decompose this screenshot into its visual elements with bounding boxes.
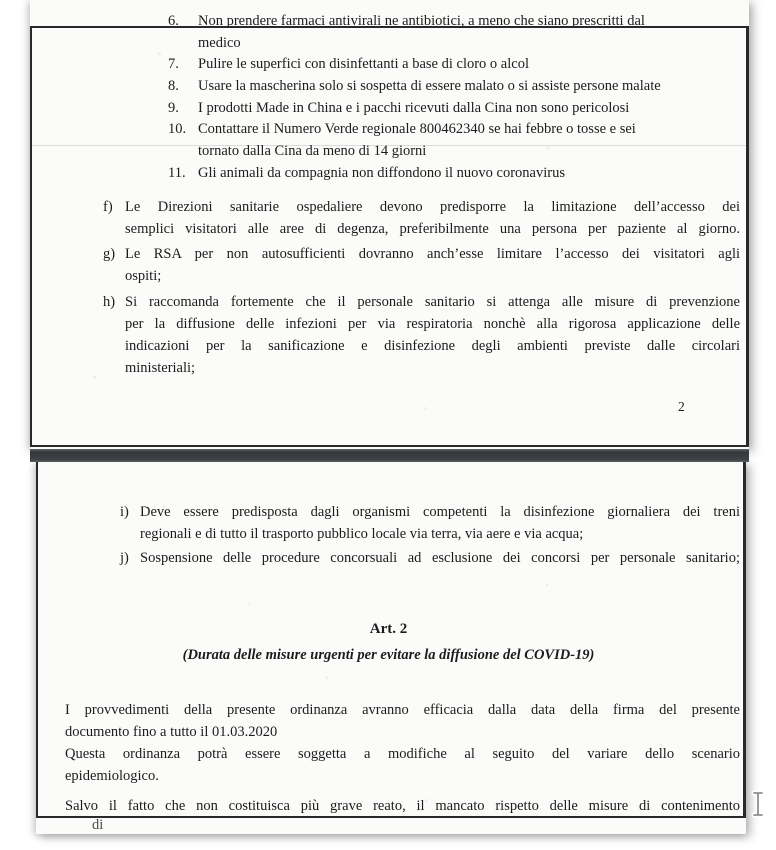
page-separator — [30, 449, 749, 462]
item-g-line: ospiti; — [125, 268, 162, 284]
list-text: Contattare il Numero Verde regionale 800462340 se hai febbre o tosse e sei — [198, 121, 636, 137]
list-text: Non prendere farmaci antivirali ne antibiotici, a meno che siano prescritti dal — [198, 13, 645, 29]
text-cursor-ibeam — [750, 790, 766, 823]
list-number: 10. — [168, 121, 187, 137]
item-h-line: indicazioni per la sanificazione e disinfezione degli ambienti previste dalle circolari — [125, 338, 740, 354]
item-j-letter: j) — [120, 550, 129, 566]
paragraph-line: documento fino a tutto il 01.03.2020 — [65, 724, 278, 740]
list-text: Pulire le superfici con disinfettanti a base di cloro o alcol — [198, 56, 529, 72]
list-item-8 — [168, 75, 661, 97]
list-number: 7. — [168, 56, 179, 72]
article-subtitle: (Durata delle misure urgenti per evitare la diffusione del COVID-19) — [182, 647, 595, 663]
list-item-7 — [168, 53, 529, 75]
item-i-line: regionali e di tutto il trasporto pubblico locale via terra, via aere e via acqua; — [140, 526, 584, 542]
item-f-letter: f) — [103, 199, 113, 215]
item-g-letter: g) — [103, 246, 116, 262]
paragraph-line: Questa ordinanza potrà essere soggetta a modifiche al seguito del variare dello scenario — [65, 746, 740, 762]
list-item-9 — [168, 97, 629, 119]
list-item-6 — [168, 10, 645, 32]
item-g-line: Le RSA per non autosufficienti dovranno anch’esse limitare l’accesso dei visitatori agli — [125, 246, 740, 262]
list-number: 11. — [168, 165, 186, 181]
page-number: 2 — [678, 399, 685, 414]
paragraph-line: Salvo il fatto che non costituisca più grave reato, il mancato rispetto delle misure di contenimento — [65, 798, 740, 814]
item-h-line: ministeriali; — [125, 360, 196, 376]
page-1[interactable] — [30, 0, 749, 449]
paragraph-line: epidemiologico. — [65, 768, 159, 784]
item-i-line: Deve essere predisposta dagli organismi competenti la disinfezione giornaliera dei treni — [140, 504, 740, 520]
list-number: 8. — [168, 78, 179, 94]
item-i-letter: i) — [120, 504, 129, 520]
page-2[interactable] — [36, 462, 746, 834]
item-j-line: Sospensione delle procedure concorsuali ad esclusione dei concorsi per personale sanitario; — [140, 550, 740, 566]
item-h-line: Si raccomanda fortemente che il personale sanitario si attenga alle misure di prevenzione — [125, 294, 740, 310]
item-h-letter: h) — [103, 294, 116, 310]
paragraph-line: I provvedimenti della presente ordinanza avranno efficacia dalla data della firma del presente — [65, 702, 740, 718]
list-item-11 — [168, 162, 565, 184]
item-h-line: per la diffusione delle infezioni per via respiratoria nonchè alla rigorosa applicazione delle — [125, 316, 740, 332]
list-text: I prodotti Made in China e i pacchi ricevuti dalla Cina non sono pericolosi — [198, 100, 630, 116]
item-f-line: semplici visitatori alle aree di degenza, preferibilmente una persona per paziente al giorno. — [125, 221, 740, 237]
list-number: 9. — [168, 100, 179, 116]
list-text: Gli animali da compagnia non diffondono il nuovo coronavirus — [198, 165, 565, 181]
list-text: Usare la mascherina solo si sospetta di essere malato o si assiste persone malate — [198, 78, 661, 94]
article-heading: Art. 2 — [369, 621, 408, 637]
list-item-6-cont: medico — [198, 35, 241, 51]
list-item-10 — [168, 118, 636, 140]
item-f-line: Le Direzioni sanitarie ospedaliere devono predisporre la limitazione dell’accesso dei — [125, 199, 740, 215]
list-item-10-cont: tornato dalla Cina da meno di 14 giorni — [198, 143, 427, 159]
list-number: 6. — [168, 13, 179, 29]
clipped-line-fragment: di — [92, 817, 104, 833]
